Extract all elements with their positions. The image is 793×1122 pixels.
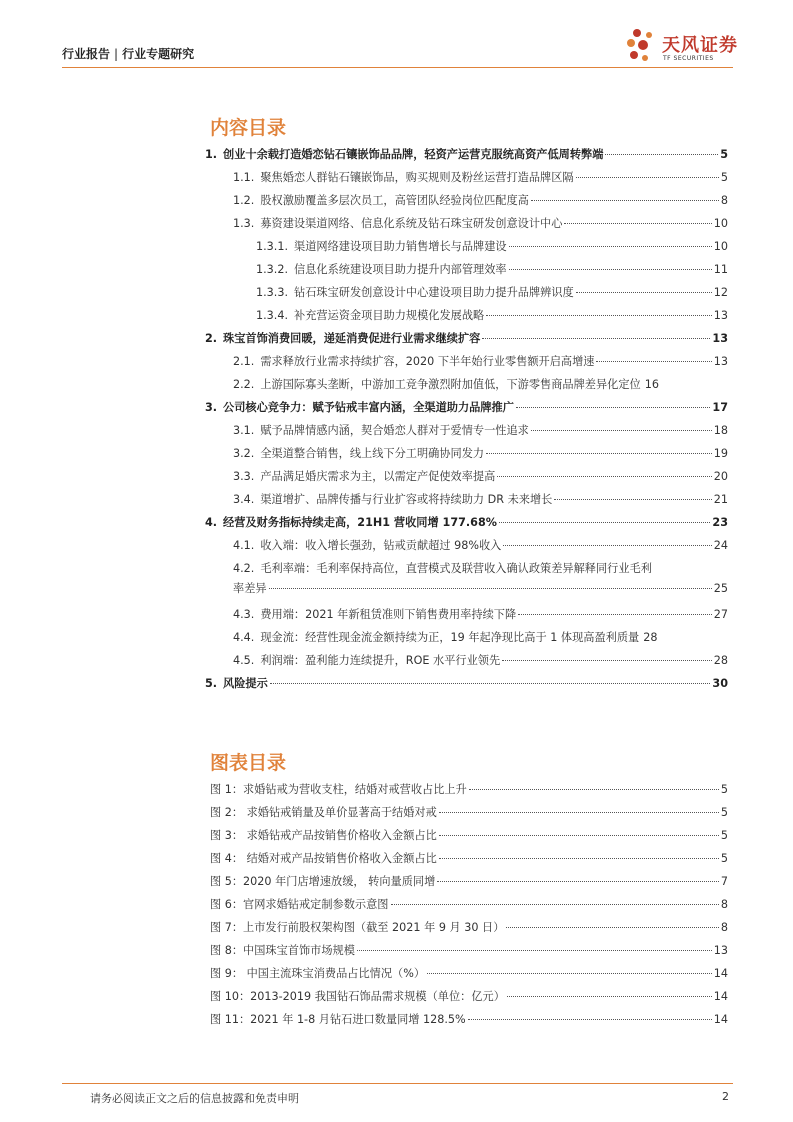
figure-page: 5 xyxy=(720,829,728,842)
toc-entry-3-4[interactable] xyxy=(205,490,728,510)
figure-text: 图 3： 求婚钻戒产品按销售价格收入金额占比 xyxy=(210,829,437,842)
toc-leader xyxy=(576,292,712,293)
toc-leader xyxy=(486,453,712,454)
toc-leader xyxy=(499,522,710,523)
figure-page: 5 xyxy=(720,852,728,865)
toc-entry-2-2[interactable] xyxy=(205,375,728,395)
toc-leader xyxy=(506,927,718,928)
figure-text: 图 9： 中国主流珠宝消费品占比情况（%） xyxy=(210,967,426,980)
toc-entry-4-4[interactable] xyxy=(205,628,728,648)
page-number: 2 xyxy=(722,1090,729,1103)
toc-page: 10 xyxy=(713,240,728,253)
toc-leader xyxy=(503,545,711,546)
toc-entry-4-1[interactable] xyxy=(205,536,728,556)
toc-entry-3-3[interactable] xyxy=(205,467,728,487)
toc-leader xyxy=(469,789,719,790)
toc-leader xyxy=(531,430,712,431)
toc-page: 19 xyxy=(713,447,728,460)
toc-text: 现金流：经营性现金流金额持续为正，19 年起净现比高于 1 体现高盈利质量 xyxy=(260,631,640,644)
toc-text-cont: 率差异 xyxy=(233,582,267,595)
toc-text: 聚焦婚恋人群钻石镶嵌饰品，购买规则及粉丝运营打造品牌区隔 xyxy=(260,171,574,184)
toc-num: 4.5. xyxy=(233,654,255,667)
figure-page: 14 xyxy=(713,1013,728,1026)
toc-entry-1-3-2[interactable] xyxy=(205,260,728,280)
toc-page: 20 xyxy=(713,470,728,483)
toc-num: 2.1. xyxy=(233,355,255,368)
logo-subtitle: TF SECURITIES xyxy=(663,55,714,62)
figure-text: 图 5：2020 年门店增速放缓， 转向量质同增 xyxy=(210,875,436,888)
toc-num: 4.2. xyxy=(233,562,255,575)
toc-title: 内容目录 xyxy=(210,117,287,139)
toc-entry-1-3-3[interactable] xyxy=(205,283,728,303)
figure-entry-8[interactable] xyxy=(205,941,728,961)
figure-entry-7[interactable] xyxy=(205,918,728,938)
toc-page: 28 xyxy=(643,631,658,644)
toc-entry-4-3[interactable] xyxy=(205,605,728,625)
toc-entry-1-1[interactable] xyxy=(205,168,728,188)
header-separator: | xyxy=(114,47,119,61)
toc-entry-3-1[interactable] xyxy=(205,421,728,441)
toc-line-1 xyxy=(233,559,652,579)
toc-page: 12 xyxy=(713,286,728,299)
toc-num: 1.3. xyxy=(233,217,255,230)
toc-entry-4-2[interactable] xyxy=(205,559,728,599)
figure-text: 图 8：中国珠宝首饰市场规模 xyxy=(210,944,355,957)
toc-num: 3.4. xyxy=(233,493,255,506)
toc-page: 28 xyxy=(713,654,728,667)
figure-page: 5 xyxy=(720,806,728,819)
figures-title: 图表目录 xyxy=(210,752,287,774)
toc-text: 需求释放行业需求持续扩容，2020 下半年始行业零售额开启高增速 xyxy=(260,355,595,368)
figure-text: 图 10：2013-2019 我国钻石饰品需求规模（单位：亿元） xyxy=(210,990,505,1003)
toc-text: 费用端：2021 年新租赁准则下销售费用率持续下降 xyxy=(260,608,517,621)
figure-page: 13 xyxy=(713,944,728,957)
toc-num: 3.3. xyxy=(233,470,255,483)
toc-text: 补充营运资金项目助力规模化发展战略 xyxy=(294,309,485,322)
toc-page: 5 xyxy=(720,171,728,184)
toc-num: 1. xyxy=(205,148,218,161)
report-type: 行业报告 xyxy=(62,47,111,61)
toc-num: 1.2. xyxy=(233,194,255,207)
toc-leader xyxy=(437,881,719,882)
toc-entry-1-3-1[interactable] xyxy=(205,237,728,257)
toc-leader xyxy=(502,660,712,661)
toc-entry-3[interactable] xyxy=(205,398,728,418)
figure-entry-11[interactable] xyxy=(205,1010,728,1030)
toc-num: 3.2. xyxy=(233,447,255,460)
toc-entry-2-1[interactable] xyxy=(205,352,728,372)
toc-leader xyxy=(531,200,719,201)
toc-num: 3.1. xyxy=(233,424,255,437)
toc-leader xyxy=(509,269,712,270)
toc-num: 4.3. xyxy=(233,608,255,621)
logo-name: 天风证券 xyxy=(662,35,738,56)
figure-text: 图 6：官网求婚钻戒定制参数示意图 xyxy=(210,898,389,911)
toc-num: 2. xyxy=(205,332,218,345)
toc-text: 公司核心竞争力：赋予钻戒丰富内涵，全渠道助力品牌推广 xyxy=(223,401,514,414)
toc-entry-4[interactable] xyxy=(205,513,728,533)
report-subtype: 行业专题研究 xyxy=(122,47,195,61)
toc-leader xyxy=(357,950,712,951)
toc-leader xyxy=(518,614,712,615)
toc-leader xyxy=(269,588,712,589)
toc-line-2 xyxy=(233,579,728,599)
toc-entry-1-3-4[interactable] xyxy=(205,306,728,326)
figure-entry-1[interactable] xyxy=(205,780,728,800)
figure-page: 5 xyxy=(720,783,728,796)
toc-entry-1-2[interactable] xyxy=(205,191,728,211)
figure-page: 14 xyxy=(713,967,728,980)
toc-leader xyxy=(576,177,719,178)
toc-text: 股权激励覆盖多层次员工，高管团队经验岗位匹配度高 xyxy=(260,194,529,207)
toc-num: 4.1. xyxy=(233,539,255,552)
footer-disclaimer: 请务必阅读正文之后的信息披露和免责申明 xyxy=(90,1092,299,1105)
toc-entry-5[interactable] xyxy=(205,674,728,694)
toc-text: 钻石珠宝研发创意设计中心建设项目助力提升品牌辨识度 xyxy=(294,286,574,299)
figure-entry-4[interactable] xyxy=(205,849,728,869)
figure-entry-9[interactable] xyxy=(205,964,728,984)
toc-leader xyxy=(486,315,712,316)
toc-page: 8 xyxy=(720,194,728,207)
toc-text: 信息化系统建设项目助力提升内部管理效率 xyxy=(294,263,507,276)
toc-page: 23 xyxy=(712,516,728,529)
toc-text: 珠宝首饰消费回暖，递延消费促进行业需求继续扩容 xyxy=(223,332,481,345)
figure-text: 图 1：求婚钻戒为营收支柱，结婚对戒营收占比上升 xyxy=(210,783,467,796)
figure-entry-10[interactable] xyxy=(205,987,728,1007)
toc-page: 11 xyxy=(713,263,728,276)
figure-text: 图 11：2021 年 1-8 月钻石进口数量同增 128.5% xyxy=(210,1013,466,1026)
footer-divider xyxy=(62,1083,733,1084)
toc-text: 募资建设渠道网络、信息化系统及钻石珠宝研发创意设计中心 xyxy=(260,217,563,230)
toc-page: 24 xyxy=(713,539,728,552)
toc-leader xyxy=(497,476,711,477)
toc-entry-4-5[interactable] xyxy=(205,651,728,671)
toc-num: 3. xyxy=(205,401,218,414)
toc-text: 经营及财务指标持续走高，21H1 营收同增 177.68% xyxy=(223,516,497,529)
toc-text: 创业十余载打造婚恋钻石镶嵌饰品品牌，轻资产运营克服统高资产低周转弊端 xyxy=(223,148,604,161)
toc-leader xyxy=(554,499,711,500)
toc-page: 13 xyxy=(713,355,728,368)
toc-num: 1.3.4. xyxy=(256,309,289,322)
toc-entry-3-2[interactable] xyxy=(205,444,728,464)
toc-text: 毛利率端：毛利率保持高位，直营模式及联营收入确认政策差异解释同行业毛利 xyxy=(260,562,652,575)
toc-num: 5. xyxy=(205,677,218,690)
toc-leader xyxy=(516,407,710,408)
toc-leader xyxy=(439,858,719,859)
figure-entry-2[interactable] xyxy=(205,803,728,823)
toc-entry-1-3[interactable] xyxy=(205,214,728,234)
figure-page: 14 xyxy=(713,990,728,1003)
figure-text: 图 2： 求婚钻戒销量及单价显著高于结婚对戒 xyxy=(210,806,437,819)
header-divider xyxy=(62,67,733,68)
figure-entry-6[interactable] xyxy=(205,895,728,915)
toc-leader xyxy=(391,904,719,905)
toc-text: 赋予品牌情感内涵，契合婚恋人群对于爱情专一性追求 xyxy=(260,424,529,437)
toc-leader xyxy=(482,338,710,339)
toc-leader xyxy=(596,361,711,362)
toc-text: 渠道网络建设项目助力销售增长与品牌建设 xyxy=(294,240,507,253)
toc-num: 1.3.3. xyxy=(256,286,289,299)
toc-leader xyxy=(427,973,712,974)
figure-text: 图 4： 结婚对戒产品按销售价格收入金额占比 xyxy=(210,852,437,865)
toc-entry-2[interactable] xyxy=(205,329,728,349)
toc-leader xyxy=(564,223,711,224)
toc-page: 16 xyxy=(644,378,659,391)
toc-text: 全渠道整合销售，线上线下分工明确协同发力 xyxy=(260,447,485,460)
report-category xyxy=(62,45,194,62)
figure-text: 图 7：上市发行前股权架构图（截至 2021 年 9 月 30 日） xyxy=(210,921,505,934)
toc-num: 4.4. xyxy=(233,631,255,644)
toc-page: 27 xyxy=(713,608,728,621)
figure-page: 8 xyxy=(720,898,728,911)
toc-leader xyxy=(468,1019,712,1020)
figure-page: 7 xyxy=(720,875,728,888)
toc-text: 风险提示 xyxy=(223,677,268,690)
toc-leader xyxy=(270,683,711,684)
figure-entry-3[interactable] xyxy=(205,826,728,846)
toc-leader xyxy=(507,996,712,997)
toc-text: 收入端：收入增长强劲，钻戒贡献超过 98%收入 xyxy=(260,539,502,552)
toc-leader xyxy=(439,835,719,836)
toc-num: 1.1. xyxy=(233,171,255,184)
toc-page: 17 xyxy=(712,401,728,414)
toc-text: 产品满足婚庆需求为主，以需定产促使效率提高 xyxy=(260,470,496,483)
toc-page: 5 xyxy=(720,148,728,161)
toc-num: 4. xyxy=(205,516,218,529)
toc-page: 30 xyxy=(712,677,728,690)
toc-text: 上游国际寡头垄断，中游加工竞争激烈附加值低，下游零售商品牌差异化定位 xyxy=(260,378,641,391)
toc-leader xyxy=(509,246,712,247)
toc-entry-1[interactable] xyxy=(205,145,728,165)
toc-page: 13 xyxy=(712,332,728,345)
toc-page: 18 xyxy=(713,424,728,437)
toc-page: 13 xyxy=(713,309,728,322)
toc-text: 利润端：盈利能力连续提升，ROE 水平行业领先 xyxy=(260,654,501,667)
toc-leader xyxy=(439,812,719,813)
figure-entry-5[interactable] xyxy=(205,872,728,892)
toc-num: 1.3.2. xyxy=(256,263,289,276)
toc-num: 2.2. xyxy=(233,378,255,391)
figure-page: 8 xyxy=(720,921,728,934)
toc-leader xyxy=(605,154,718,155)
toc-page: 10 xyxy=(713,217,728,230)
toc-page: 25 xyxy=(713,582,728,595)
toc-num: 1.3.1. xyxy=(256,240,289,253)
toc-page: 21 xyxy=(713,493,728,506)
logo-mark-icon xyxy=(625,25,665,67)
toc-text: 渠道增扩、品牌传播与行业扩容或将持续助力 DR 未来增长 xyxy=(260,493,553,506)
